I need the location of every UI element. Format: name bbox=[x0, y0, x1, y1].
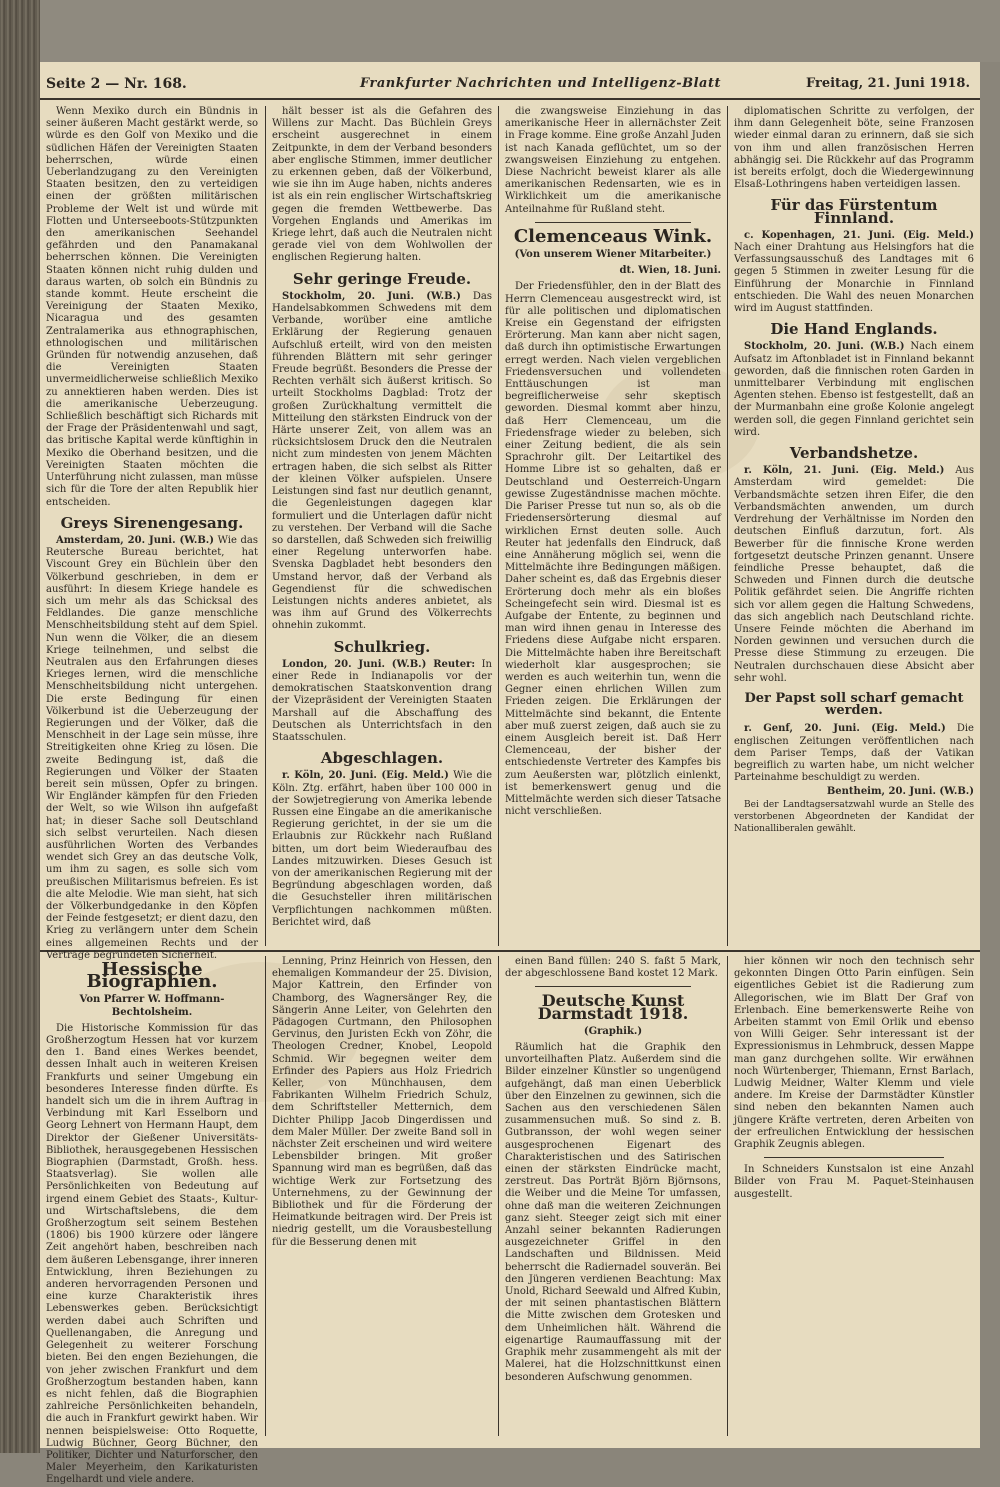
article-text bbox=[734, 341, 974, 439]
article-text bbox=[272, 770, 492, 929]
article-body: Nach einem Aufsatz im Aftonbladet ist in Finnland bekannt geworden, daß die finnischen roten Garden in unmittelbarer Verbindung mit englischen Agenten stehen. Ebenso ist festgestellt, daß an der Murmanbahn eine große Kolonie angelegt werden soll, die gegen Finnland gerichtet sein wird. bbox=[734, 341, 975, 438]
article-text: diplomatischen Schritte zu verfolgen, der ihm dann Gelegenheit böte, seine Franzosen wieder einmal daran zu erinnern, daß sie sich von ihm und allen französischen Herren abhängig sei. Die Rückkehr auf das Programm ist bereits erfolgt, doch die Wiedergewinnung Elsaß-Lothringens haben verteidigen lassen. bbox=[734, 106, 974, 191]
column-rule bbox=[498, 106, 499, 946]
dateline: Bentheim, 20. Juni. (W.B.) bbox=[826, 786, 974, 798]
headline-der-papst: Der Papst soll scharf gemacht werden. bbox=[744, 690, 964, 719]
article-body: hier können wir noch den technisch sehr gekonnten Dingen Otto Parin einfügen. Sein eigentliches Gebiet ist die Radierung zum Allegorischen, wie im Blatt Der Graf von Erlenbach. Eine bemerkenswerte Reihe von Arbeiten stammt von Emil Orlik und ebenso von Willi Geiger. Sehr interessant ist der Expressionismus in Lehmbruck, dessen Mappe man ganz durchgehen sollte. Wir erwähnen noch Würtenberger, Thiemann, Ernst Barlach, Ludwig Meidner, Walter Klemm und viele andere. Im Kreise der Darmstädter Künstler sind neben den bekannten Namen auch jüngere Kräfte vertreten, deren Arbeiten von der erfreulichen Entwicklung der hessischen Graphik Zeugnis ablegen. bbox=[734, 956, 974, 1151]
newspaper-page bbox=[40, 62, 980, 1486]
article-body: Die Historische Kommission für das Großherzogtum Hessen hat vor kurzem den 1. Band eines Werkes beendet, dessen Inhalt auch in weiteren Kreisen Frankfurts und seiner Umgebung ein besonderes Interesse finden dürfte. Es handelt sich um die in ihrem Auftrag in Verbindung mit Karl Esselborn und Georg Lehnert von Hermann Haupt, dem Direktor der Gießener Universitäts-Bibliothek, herausgegebenen Hessischen Biographien (Darmstadt, Großh. hess. Staatsverlag). Sie wollen alle Persönlichkeiten von Bedeutung auf irgend einem Gebiet des Staats-, Kultur- und Wirtschaftslebens, die dem Großherzogtum seit seinem Bestehen (1806) bis 1900 kürzere oder längere Zeit angehört haben, beschreiben nach dem äußeren Lebensgange, ihrer inneren Entwicklung, ihren Beziehungen zu anderen hervorragenden Personen und eine kurze Charakteristik ihres Lebenswerkes geben. Berücksichtigt werden dabei auch Schriften und Quellenangaben, die Anregung und Gelegenheit zu weiterer Forschung bieten. Bei den engen Beziehungen, die von jeher zwischen Frankfurt und dem Großherzogtum bestanden haben, kann es nicht fehlen, daß die Biographien zahlreiche Persönlichkeiten behandeln, die auch in Frankfurt gewirkt haben. Wir nennen beispielsweise: Otto Roquette, Ludwig Büchner, Georg Büchner, den Politiker, Dichter und Naturforscher, den Maler Meyerheim, den Karikaturisten Engelhardt und viele andere. bbox=[46, 1022, 258, 1486]
article-body: Lenning, Prinz Heinrich von Hessen, den ehemaligen Kommandeur der 25. Division, Major Kattrein, den Erfinder von Chamborg, des Wagnersänger Rey, die Sängerin Anne Leiter, von Gelehrten den Pädagogen Curtmann, den Philosophen Gervinus, den Juristen Eckh von Zöhr, die Theologen Credner, Knobel, Leopold Schmid. Wir begegnen weiter dem Erfinder des Papiers aus Holz Friedrich Keller, von Münchhausen, dem Fabrikanten Wilhelm Friedrich Schulz, dem Schriftsteller Metternich, dem Dichter Philipp Jacob Dingerdissen und dem Maler Müller. Der zweite Band soll in nächster Zeit erscheinen und wird weitere Lebensbilder bringen. Mit großer Spannung wird man es begrüßen, daß das wichtige Werk zur Fortsetzung des Unternehmens, zu der Gewinnung der Bibliothek und für die Förderung der Heimatkunde beitragen wird. Der Preis ist niedrig gestellt, um die Vorausbestellung für die Besserung denen mit bbox=[272, 956, 492, 1248]
byline: Von Pfarrer W. Hoffmann-Bechtolsheim. bbox=[79, 994, 225, 1018]
headline-greys-sirenengesang: Greys Sirenengesang. bbox=[60, 513, 244, 532]
column-rule bbox=[727, 956, 728, 1436]
dateline: dt. Wien, 18. Juni. bbox=[619, 265, 721, 277]
lower-column-3 bbox=[505, 956, 721, 1442]
headline-clemenceaus-wink: Clemenceaus Wink. bbox=[513, 225, 713, 247]
article-body: In einer Rede in Indianapolis vor der demokratischen Staatskonvention drang der Vizepräsident der Vereinigten Staaten Marshall auf die Abschaffung des Deutschen als Unterrichtsfach in den Staatsschulen. bbox=[272, 658, 492, 743]
headline-die-hand-englands: Die Hand Englands. bbox=[770, 320, 938, 339]
dateline: Stockholm, 20. Juni. (W.B.) bbox=[282, 290, 461, 302]
headline-sehr-geringe-freude: Sehr geringe Freude. bbox=[292, 269, 472, 288]
scan-background-top bbox=[0, 0, 1000, 62]
article-body: Die englischen Zeitungen veröffentlichen nach dem Pariser Temps, daß der Vatikan begreiflich zu warten habe, um nicht welcher Parteinahme beschuldigt zu werden. bbox=[734, 723, 974, 784]
column-4 bbox=[734, 106, 974, 946]
article-text: einen Band füllen: 240 S. faßt 5 Mark, der abgeschlossene Band kostet 12 Mark. bbox=[505, 956, 721, 980]
article-body: Das Handelsabkommen Schwedens mit dem Verbande, worüber eine amtliche Erklärung der Regierung genauen Aufschluß erteilt, wird von den meisten führenden Blättern mit sehr geringer Freude begrüßt. Besonders die Presse der Rechten verhält sich äußerst kritisch. So urteilt Stockholms Dagblad: Trotz der großen Zurückhaltung vermittelt die Mitteilung den stärksten Eindruck von der Härte unserer Zeit, von allem was an rücksichtslosem Druck den die Neutralen nicht zum mindesten von jenem Mächten ertragen haben, die sich selbst als Ritter der kleinen Völker aufspielen. Unsere Leistungen sind fast nur deutlich genannt, die Gegenleistungen dagegen klar formuliert und die Unterlagen dafür nicht zu verstehen. Der Verband will die Sache so darstellen, daß Schweden sich freiwillig einer Regelung unterworfen habe. Svenska Dagbladet hebt besonders den Umstand hervor, daß der Verband als Gegendienst für die schwedischen Leistungen nichts anderes anbietet, als was ihm auf Grund des Völkerrechts ohnehin zukommt. bbox=[272, 290, 492, 632]
subheading: (Graphik.) bbox=[583, 1025, 643, 1037]
article-text bbox=[272, 659, 492, 744]
column-2 bbox=[272, 106, 492, 946]
issue-date: Freitag, 21. Juni 1918. bbox=[806, 76, 970, 91]
column-rule bbox=[265, 956, 266, 1436]
article-text: hält besser ist als die Gefahren des Willens zur Macht. Das Büchlein Greys erscheint ausgerechnet in einem Zeitpunkte, in dem der Verband besonders aber englische Stimmen, immer deutlicher zu erkennen geben, daß der Völkerbund, wie sie ihn im Auge haben, nichts anderes ist als ein rein englischer Wirtschaftskrieg gegen die fremden Wettbewerbe. Das Vorgehen Englands und Amerikas im Kriege lehrt, daß auch die Neutralen nicht gerade viel von dem Wohlwollen der englischen Regierung halten. bbox=[272, 106, 492, 264]
byline: (Von unserem Wiener Mitarbeiter.) bbox=[514, 249, 712, 261]
dateline: r. Genf, 20. Juni. (Eig. Meld.) bbox=[744, 723, 946, 735]
article-separator bbox=[535, 986, 691, 987]
article-separator bbox=[535, 222, 691, 223]
dateline: London, 20. Juni. (W.B.) Reuter: bbox=[282, 658, 476, 670]
article-text bbox=[734, 230, 974, 315]
article-body: Räumlich hat die Graphik den unvorteilhaften Platz. Außerdem sind die Bilder einzelner Künstler so ungenügend aufgehängt, daß man einen Ueberblick über den Einzelnen zu gewinnen, sich die Sachen aus den verschiedenen Sälen zusammensuchen muß. So sind z. B. Gutbransson, der wohl wegen seiner ausgesprochenen Eigenart des Charakteristischen und des Satirischen einen der stärksten Eindrücke macht, zerstreut. Das Porträt Björn Björnsons, die Weiber und die Meine Tor umfassen, ohne daß man die weiteren Zeichnungen ganz sieht. Steeger zeigt sich mit einer Anzahl seiner bekannten Radierungen ausgezeichneter Griffel in den Landschaften und Bildnissen. Meid beherrscht die Radiernadel souverän. Bei den Jüngeren verdienen Beachtung: Max Unold, Richard Seewald und Alfred Kubin, der mit seinen phantastischen Blättern die Mitte zwischen dem Grotesken und dem Unheimlichen hält. Während die eigenartige Raumauffassung mit der Graphik mehr zusammengeht als mit der Malerei, hat die Holzschnittkunst einen besonderen Aufschwung genommen. bbox=[505, 1042, 721, 1383]
headline-deutsche-kunst: Deutsche Kunst Darmstadt 1918. bbox=[537, 991, 689, 1023]
dateline: Stockholm, 20. Juni. (W.B.) bbox=[744, 341, 905, 353]
page-label: Seite 2 — Nr. 168. bbox=[46, 76, 187, 92]
headline-fuerstentum-finnland: Für das Fürstentum Finnland. bbox=[770, 196, 938, 227]
headline-abgeschlagen: Abgeschlagen. bbox=[320, 749, 444, 768]
masthead-title: Frankfurter Nachrichten und Intelligenz-Blatt bbox=[360, 76, 721, 91]
column-rule bbox=[498, 956, 499, 1436]
headline-verbandshetze: Verbandshetze. bbox=[789, 444, 919, 463]
article-body: Wie die Köln. Ztg. erfährt, haben über 100 000 in der Sowjetregierung von Amerika lebende Russen eine Eingabe an die amerikanische Regierung gerichtet, in der sie um die Erlaubnis zur Rückkehr nach Rußland bitten, um dort beim Wiederaufbau des Landes mitzuwirken. Dieses Gesuch ist von der amerikanischen Regierung mit der Begründung abgeschlagen worden, daß die Gesuchsteller ihren militärischen Verpflichtungen nachkommen müßten. Berichtet wird, daß bbox=[272, 770, 492, 928]
dateline: r. Köln, 21. Juni. (Eig. Meld.) bbox=[744, 465, 945, 477]
column-rule bbox=[727, 106, 728, 946]
book-binding bbox=[0, 0, 40, 1453]
article-body: Wie das Reutersche Bureau berichtet, hat Viscount Grey ein Büchlein über den Völkerbund geschrieben, in dem er ausführt: In diesem Kriege handele es sich um mehr als das Schicksal des Feldlandes. Die ganze menschliche Menschheitsbildung steht auf dem Spiel. Nun wenn die Völker, die an diesem Kriege teilnehmen, und selbst die Neutralen aus den Erfahrungen dieses Krieges lernen, wird die menschliche Menschheitsbildung nicht untergehen. Die erste Bedingung für einen Völkerbund ist die Ueberzeugung der Regierungen und der Völker, daß die Menschheit in der Lage sein müsse, ihre Streitigkeiten ohne Krieg zu lösen. Die zweite Bedingung ist, daß die Regierungen und Völker der Staaten bereit sein müssen, Opfer zu bringen. Wir Engländer kämpfen für den Frieden der Welt, so wie Wilson ihn aufgefaßt hat; in dieser Sache soll Deutschland sich selbst verurteilen. Nach diesen ausführlichen Worten des Verbandes wendet sich Grey an das deutsche Volk, um ihm zu sagen, es solle sich vom preußischen Militarismus befreien. Es ist die alte Melodie. Wie man sieht, hat sich der Völkerbundgedanke in den Köpfen der Feinde festgesetzt; er dient dazu, den Krieg zu verlängern unter dem Schein eines allgemeinen Rechts und der Verträge begründeten Sicherheit. bbox=[46, 534, 258, 961]
lower-column-2 bbox=[272, 956, 492, 1442]
brief-notice: Bei der Landtagsersatzwahl wurde an Stelle des verstorbenen Abgeordneten der Kandidat der Nationalliberalen gewählt. bbox=[734, 799, 974, 834]
dateline: r. Köln, 20. Juni. (Eig. Meld.) bbox=[282, 770, 449, 782]
dateline: c. Kopenhagen, 21. Juni. (Eig. Meld.) bbox=[744, 229, 974, 241]
article-separator bbox=[764, 1157, 944, 1158]
column-rule bbox=[265, 106, 266, 946]
dateline: Amsterdam, 20. Juni. (W.B.) bbox=[56, 534, 215, 546]
headline-hessische-biographien: Hessische Biographien. bbox=[86, 959, 218, 993]
article-body: Aus Amsterdam wird gemeldet: Die Verbandsmächte setzen ihren Eifer, die den Verbandsmächten anwenden, um durch Verdrehung der Verhältnisse im Norden den deutschen Einfluß darzutun, fort. Als Bewerber für die finnische Krone werden fortgesetzt deutsche Prinzen genannt. Unsere feindliche Presse behauptet, daß die Schweden und Finnen durch die deutsche Politik gefährdet seien. Die Angriffe richten sich vor allem gegen die Haltung Schwedens, das sich angeblich nach Deutschland richte. Unsere Feinde möchten die Aberhand im Norden gewinnen und versuchen durch die Presse diese Stimmung zu erzeugen. Die Neutralen durchschauen diese Absicht aber sehr wohl. bbox=[734, 465, 974, 684]
lower-column-4 bbox=[734, 956, 974, 1442]
article-body: Der Friedensfühler, den in der Blatt des Herrn Clemenceau ausgestreckt wird, ist für alle politischen und diplomatischen Kreise ein Gegenstand der eifrigsten Erörterung. Man kann aber nicht sagen, daß durch ihn optimistische Erwartungen erregt werden. Nach vielen vergeblichen Friedensversuchen und vollendeten Enttäuschungen ist man begreiflicherweise sehr skeptisch geworden. Diesmal kommt aber hinzu, daß Herr Clemenceau, um die Friedensfrage wieder zu beleben, sich einer Zeitung bedient, die als sein Sprachrohr gilt. Der Leitartikel des Homme Libre ist so gehalten, daß er Deutschland und Oesterreich-Ungarn gewisse Zugeständnisse machen möchte. Die Pariser Presse tut nun so, als ob die Friedensersörterung diesmal auf wirklichen Ernst deuten solle. Auch Reuter hat jedenfalls den Eindruck, daß eine Annäherung möglich sei, wenn die Mittelmächte ihre Bedingungen mäßigen. Daher scheint es, daß das Ergebnis dieser Erörterung doch mehr als ein bloßes Scheingefecht sein wird. Diesmal ist es Aufgabe der Entente, zu beginnen und man wird ihnen genau in Interesse des Friedens diese Aufgabe nicht ersparen. Die Mittelmächte haben ihre Bereitschaft wiederholt klar ausgesprochen; sie werden es auch weiterhin tun, wenn die Gegner einen ehrlichen Willen zum Frieden zeigen. Die Erklärungen der Mittelmächte sind bekannt, die Entente aber muß zuerst zeigen, daß auch sie zu einem Ausgleich bereit ist. Daß Herr Clemenceau, der bisher der entschiedenste Vertreter des Kampfes bis zum Aeußersten war, plötzlich einlenkt, ist bemerkenswert genug und die Mittelmächte werden sich dieser Tatsache nicht verschließen. bbox=[505, 281, 721, 818]
article-text: Wenn Mexiko durch ein Bündnis in seiner äußeren Macht gestärkt werde, so würde es den Golf von Mexiko und die südlichen Häfen der Vereinigten Staaten beherrschen, würde einen Ueberlandzugang zu den Vereinigten Staaten besitzen, den zu verteidigen einen der größten militärischen Probleme der Welt ist und würde mit Flotten und Unterseeboots-Stützpunkten den amerikanischen Seehandel gefährden und den Panamakanal beherrschen können. Die Vereinigten Staaten können nicht ruhig dulden und daraus warten, ob solch ein Bündnis zu stande kommt. Heute erscheint die Vereinigung der Staaten Mexiko, Nicaragua und des gesamten Zentralamerika aus ethnographischen, ethnologischen und militärischen Gründen für notwendig anzusehen, daß die Vereinigten Staaten unvermeidlicherweise schließlich Mexiko zu annektieren haben werden. Dies ist die amerikanische Ueberzeugung. Schließlich beschäftigt sich Richards mit der Frage der Präsidentenwahl und sagt, das britische Kapital werde künftighin in Mexiko die Oberhand besitzen, und die Vereinigten Staaten möchten die Unterführung nicht zulassen, man müsse sich für die Tore der alten Republik hier entscheiden. bbox=[46, 106, 258, 508]
column-1 bbox=[46, 106, 258, 961]
article-text: die zwangsweise Einziehung in das amerikanische Heer in allernächster Zeit in Frage komme. Eine große Anzahl Juden ist nach Kanada geflüchtet, um so der zwangsweisen Einziehung zu entgehen. Diese Nachricht beweist klarer als alle amerikanischen Redensarten, wie es in Wirklichkeit um die amerikanische Anteilnahme für Rußland steht. bbox=[505, 106, 721, 215]
headline-schulkrieg: Schulkrieg. bbox=[333, 637, 431, 656]
article-text bbox=[272, 291, 492, 633]
page-header bbox=[40, 72, 980, 100]
article-text bbox=[734, 723, 974, 784]
article-text bbox=[734, 465, 974, 685]
article-body: Nach einer Drahtung aus Helsingfors hat die Verfassungsausschuß des Landtages mit 6 gegen 5 Stimmen in zweiter Lesung für die Einführung der Monarchie in Finnland entschieden. Die Wahl des neuen Monarchen wird im August stattfinden. bbox=[734, 242, 974, 315]
article-text bbox=[46, 535, 258, 962]
lower-column-1 bbox=[46, 956, 258, 1486]
closing-notice: In Schneiders Kunstsalon ist eine Anzahl Bilder von Frau M. Paquet-Steinhausen ausgestellt. bbox=[734, 1164, 974, 1200]
column-3 bbox=[505, 106, 721, 946]
